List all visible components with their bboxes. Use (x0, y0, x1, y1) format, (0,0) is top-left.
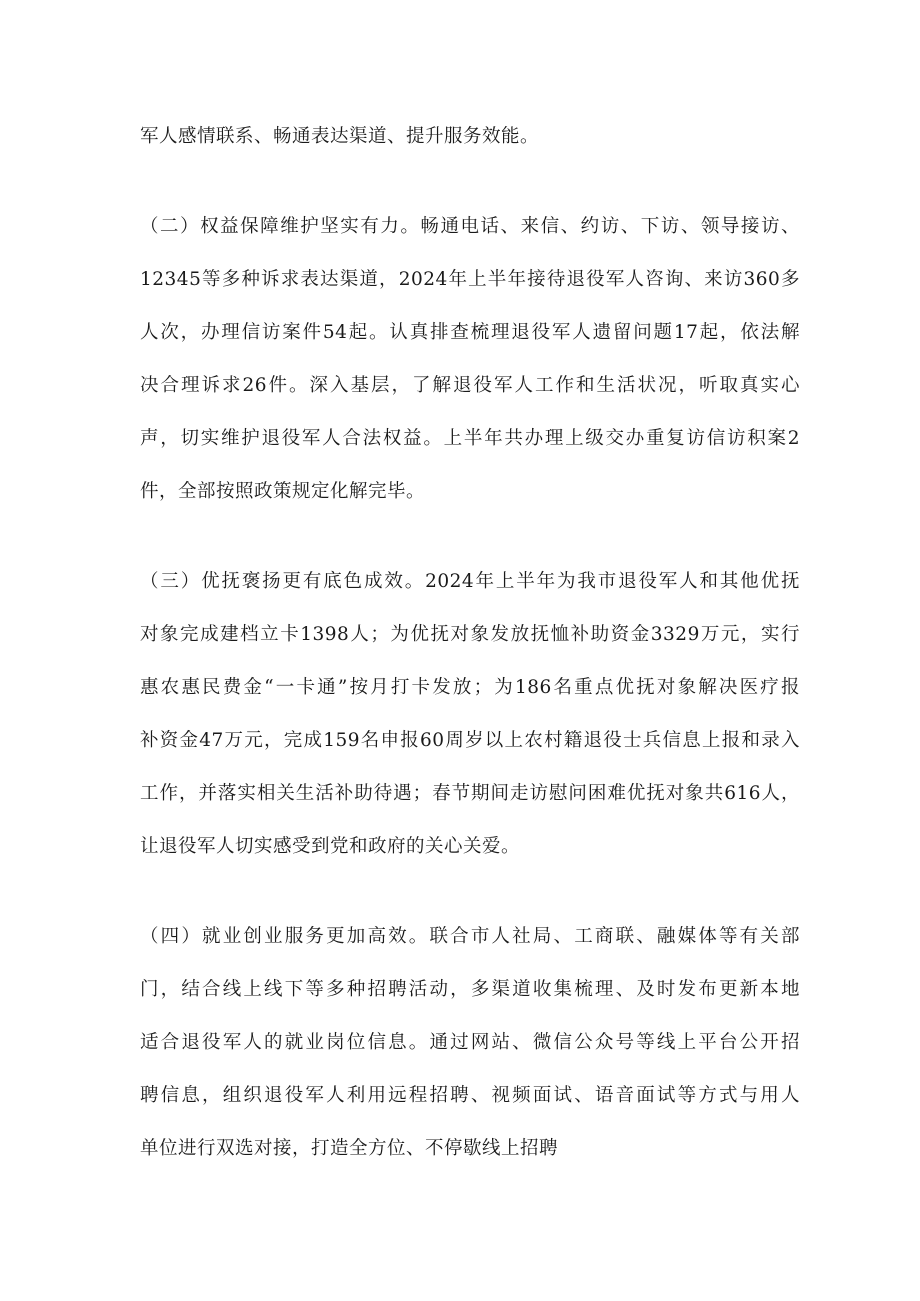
section-3-line-2: 对象完成建档立卡1398人；为优抚对象发放抚恤补助资金3329万元，实行 (140, 624, 800, 645)
section-2-line-4: 决合理诉求26件。深入基层，了解退役军人工作和生活状况，听取真实心 (140, 375, 800, 396)
section-3-line-1: （三）优抚褒扬更有底色成效。2024年上半年为我市退役军人和其他优抚 (140, 571, 800, 592)
section-3-line-6: 让退役军人切实感受到党和政府的关心关爱。 (140, 836, 521, 857)
section-4-line-1: （四）就业创业服务更加高效。联合市人社局、工商联、融媒体等有关部 (140, 926, 800, 947)
section-4-line-5: 单位进行双选对接，打造全方位、不停歇线上招聘 (140, 1138, 559, 1159)
section-3-line-5: 工作，并落实相关生活补助待遇；春节期间走访慰问困难优抚对象共616人， (140, 783, 800, 804)
section-2-line-1: （二）权益保障维护坚实有力。畅通电话、来信、约访、下访、领导接访、 (140, 216, 800, 237)
section-2-line-5: 声，切实维护退役军人合法权益。上半年共办理上级交办重复访信访积案2 (140, 428, 800, 449)
section-3-line-4: 补资金47万元，完成159名申报60周岁以上农村籍退役士兵信息上报和录入 (140, 730, 800, 751)
section-4-line-3: 适合退役军人的就业岗位信息。通过网站、微信公众号等线上平台公开招 (140, 1032, 800, 1053)
section-2-line-2: 12345等多种诉求表达渠道，2024年上半年接待退役军人咨询、来访360多 (140, 269, 800, 290)
section-4-line-2: 门，结合线上线下等多种招聘活动，多渠道收集梳理、及时发布更新本地 (140, 979, 800, 1000)
intro-tail-line: 军人感情联系、畅通表达渠道、提升服务效能。 (140, 126, 540, 147)
section-2-line-6: 件，全部按照政策规定化解完毕。 (140, 481, 426, 502)
section-2-line-3: 人次，办理信访案件54起。认真排查梳理退役军人遗留问题17起，依法解 (140, 322, 800, 343)
section-3-line-3: 惠农惠民费金“一卡通”按月打卡发放；为186名重点优抚对象解决医疗报 (140, 677, 800, 698)
section-4-line-4: 聘信息，组织退役军人利用远程招聘、视频面试、语音面试等方式与用人 (140, 1085, 800, 1106)
